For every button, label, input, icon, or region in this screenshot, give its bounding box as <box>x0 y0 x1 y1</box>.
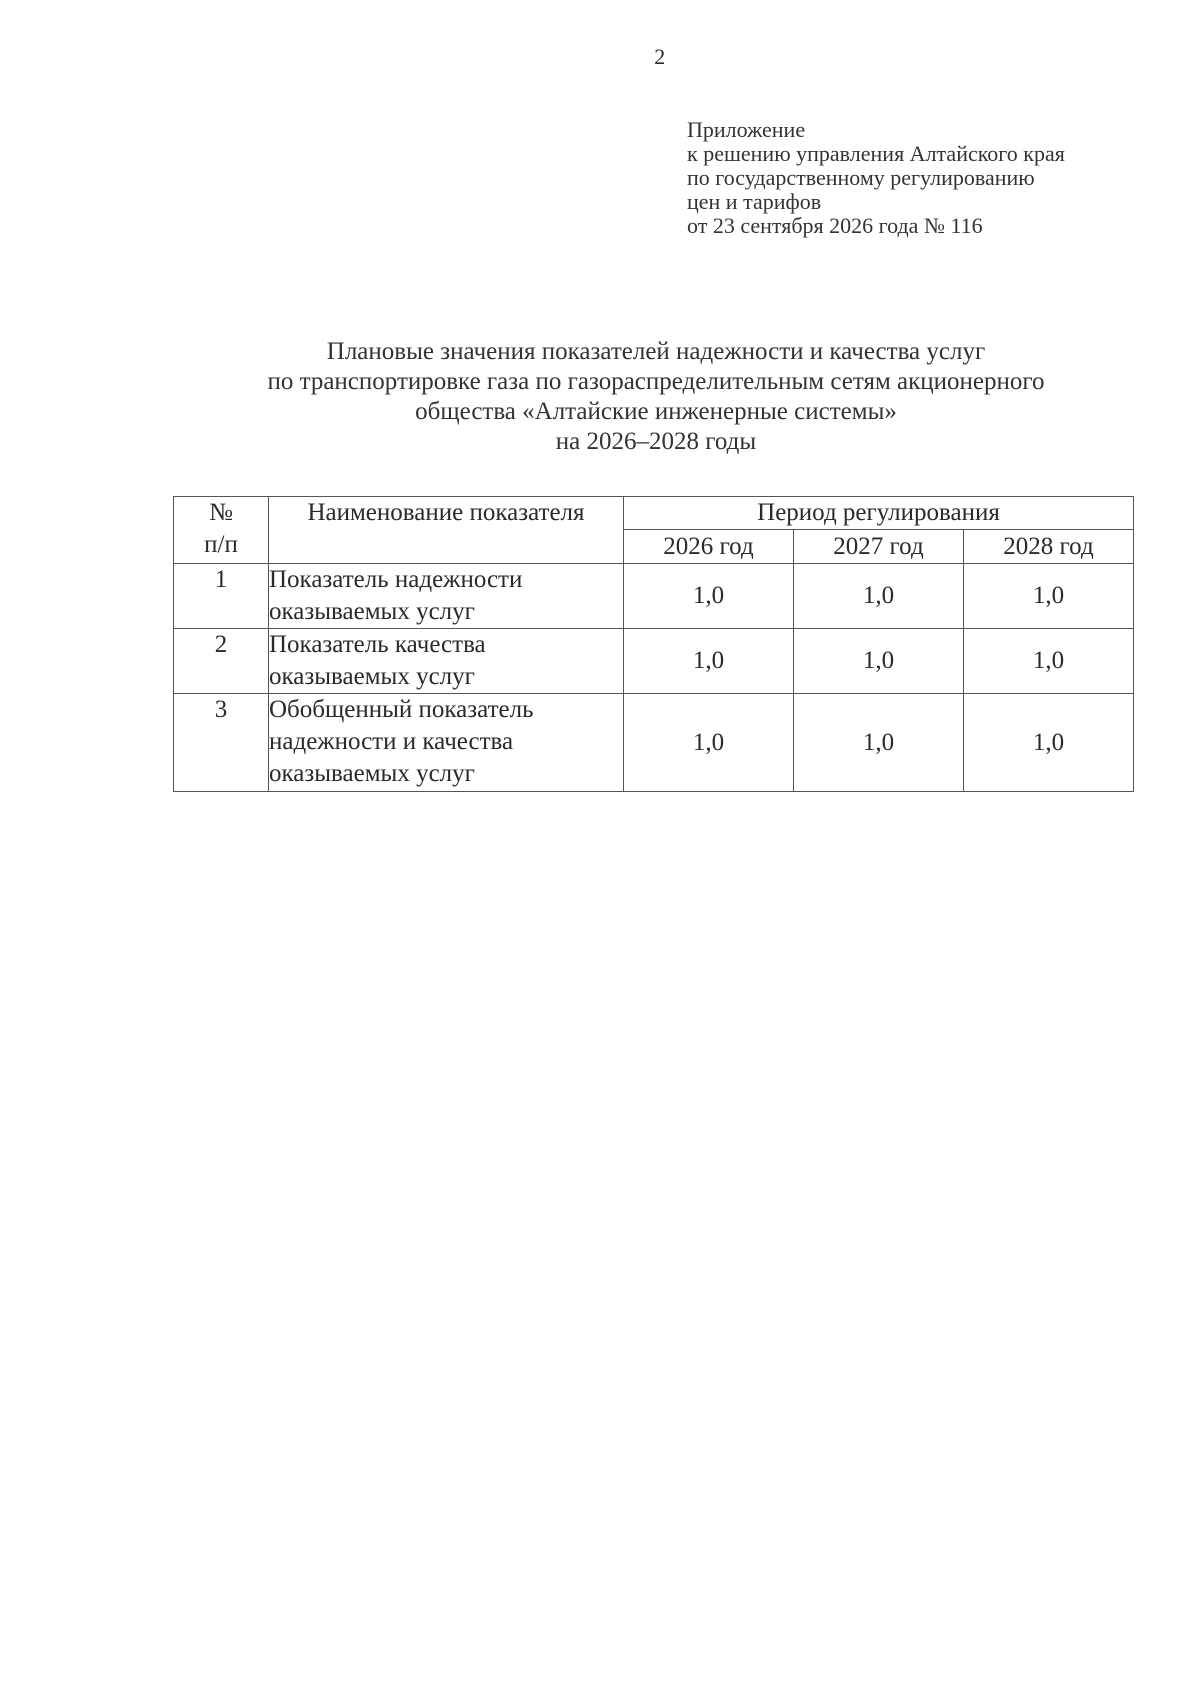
table-header-row <box>174 497 1134 530</box>
appendix-line: по государственному регулированию <box>687 165 1035 190</box>
header-period-cell: Период регулирования <box>624 497 1134 530</box>
title-line: Плановые значения показателей надежности и качества услуг <box>326 338 986 365</box>
row-value-2027: 1,0 <box>794 564 964 629</box>
row-name-line: Обобщенный показатель <box>269 696 534 723</box>
row-name-line: Показатель надежности <box>269 566 523 593</box>
row-value-2026: 1,0 <box>624 694 794 792</box>
row-value-2028: 1,0 <box>964 629 1134 694</box>
header-num-symbol: № <box>209 499 233 526</box>
title-line: на 2026–2028 годы <box>555 428 757 455</box>
header-year-2026: 2026 год <box>624 530 794 564</box>
row-value-2028: 1,0 <box>964 564 1134 629</box>
appendix-line: цен и тарифов <box>687 189 822 214</box>
row-name <box>269 694 624 792</box>
header-year-2028: 2028 год <box>964 530 1134 564</box>
row-name <box>269 629 624 694</box>
table-row <box>174 564 1134 629</box>
document-title <box>172 337 1140 457</box>
row-value-2026: 1,0 <box>624 564 794 629</box>
row-value-2028: 1,0 <box>964 694 1134 792</box>
row-name-line: оказываемых услуг <box>269 598 475 625</box>
row-name-line: надежности и качества <box>269 728 514 755</box>
row-num: 1 <box>174 564 269 629</box>
header-name-cell: Наименование показателя <box>269 497 624 564</box>
row-num: 3 <box>174 694 269 792</box>
appendix-line: Приложение <box>687 117 806 142</box>
row-name-line: Показатель качества <box>269 631 486 658</box>
table-row <box>174 694 1134 792</box>
row-name <box>269 564 624 629</box>
row-num: 2 <box>174 629 269 694</box>
indicators-table <box>173 496 1134 792</box>
appendix-line: от 23 сентября 2026 года № 116 <box>687 213 983 238</box>
header-num-cell <box>174 497 269 564</box>
title-line: по транспортировке газа по газораспределительным сетям акционерного <box>267 368 1045 395</box>
title-line: общества «Алтайские инженерные системы» <box>415 398 897 425</box>
row-value-2027: 1,0 <box>794 694 964 792</box>
header-year-2027: 2027 год <box>794 530 964 564</box>
table-row <box>174 629 1134 694</box>
appendix-line: к решению управления Алтайского края <box>687 141 1065 166</box>
row-name-line: оказываемых услуг <box>269 663 475 690</box>
appendix-block <box>687 118 1065 238</box>
row-value-2027: 1,0 <box>794 629 964 694</box>
page-number: 2 <box>654 44 666 69</box>
row-name-line: оказываемых услуг <box>269 760 475 787</box>
header-num-abbrev: п/п <box>204 531 238 558</box>
row-value-2026: 1,0 <box>624 629 794 694</box>
